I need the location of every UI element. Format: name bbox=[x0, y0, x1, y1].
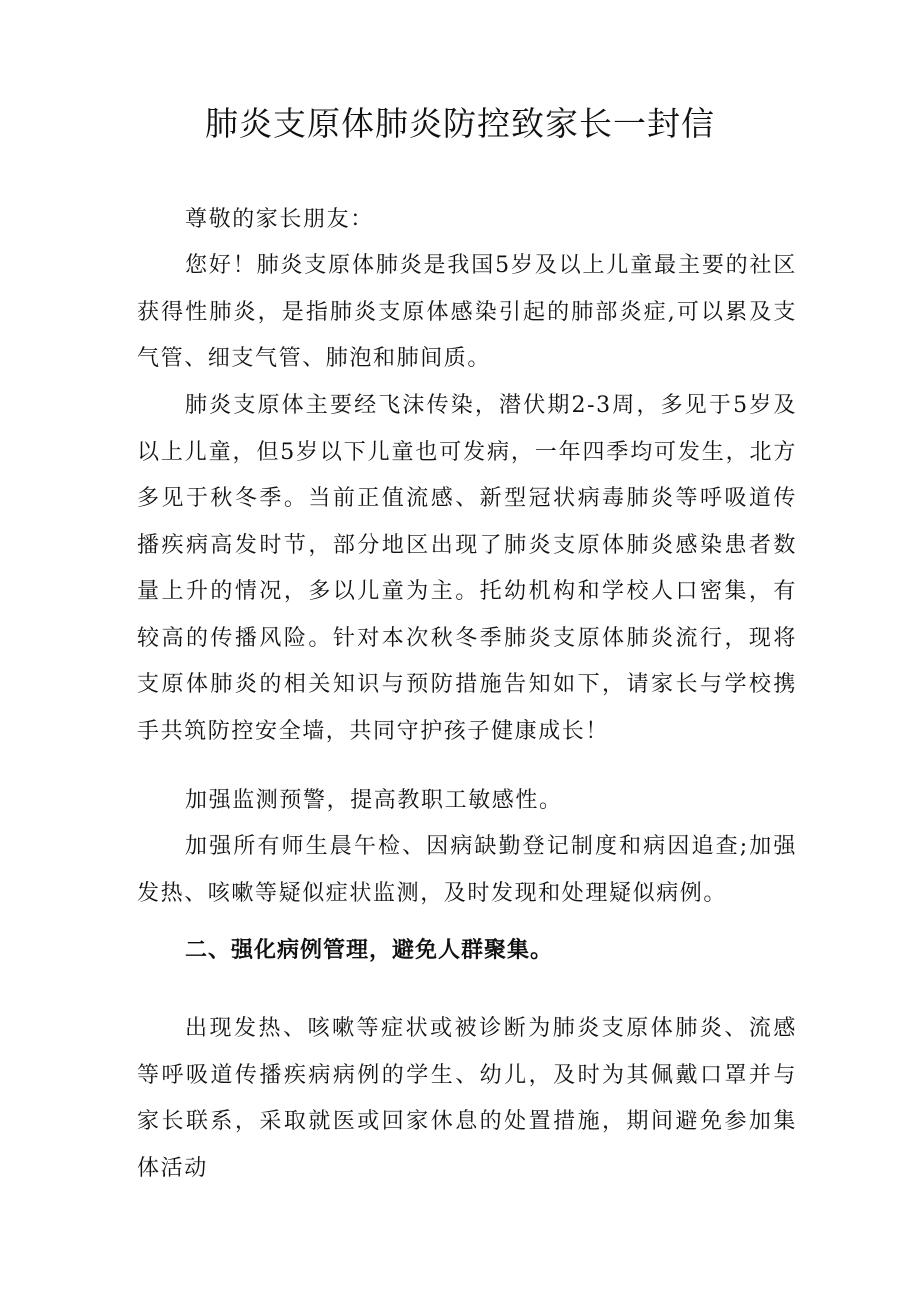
paragraph-case-management: 出现发热、咳嗽等症状或被诊断为肺炎支原体肺炎、流感等呼吸道传播疾病病例的学生、幼儿，及时为其佩戴口罩并与家长联系，采取就医或回家休息的处置措施，期间避免参加集体活动 bbox=[137, 1016, 797, 1181]
page-title: 肺炎支原体肺炎防控致家长一封信 bbox=[205, 104, 715, 143]
salutation: 尊敬的家长朋友： bbox=[185, 207, 374, 232]
paragraph-monitoring-heading: 加强监测预警，提高教职工敏感性。 bbox=[185, 788, 563, 813]
paragraph-intro: 您好！肺炎支原体肺炎是我国5岁及以上儿童最主要的社区获得性肺炎，是指肺炎支原体感染引起的肺部炎症,可以累及支气管、细支气管、肺泡和肺间质。 bbox=[137, 253, 797, 371]
section-heading: 二、强化病例管理，避免人群聚集。 bbox=[185, 938, 554, 963]
paragraph-monitoring-detail: 加强所有师生晨午检、因病缺勤登记制度和病因追查;加强发热、咳嗽等疑似症状监测，及时发现和处理疑似病例。 bbox=[137, 834, 797, 906]
paragraph-transmission: 肺炎支原体主要经飞沫传染，潜伏期2-3周，多见于5岁及以上儿童，但5岁以下儿童也可发病，一年四季均可发生，北方多见于秋冬季。当前正值流感、新型冠状病毒肺炎等呼吸道传播疾病高发时节，部分地区出现了肺炎支原体肺炎感染患者数量上升的情况，多以儿童为主。托幼机构和学校人口密集，有较高的传播风险。针对本次秋冬季肺炎支原体肺炎流行，现将支原体肺炎的相关知识与预防措施告知如下，请家长与学校携手共筑防控安全墙，共同守护孩子健康成长！ bbox=[137, 393, 797, 744]
